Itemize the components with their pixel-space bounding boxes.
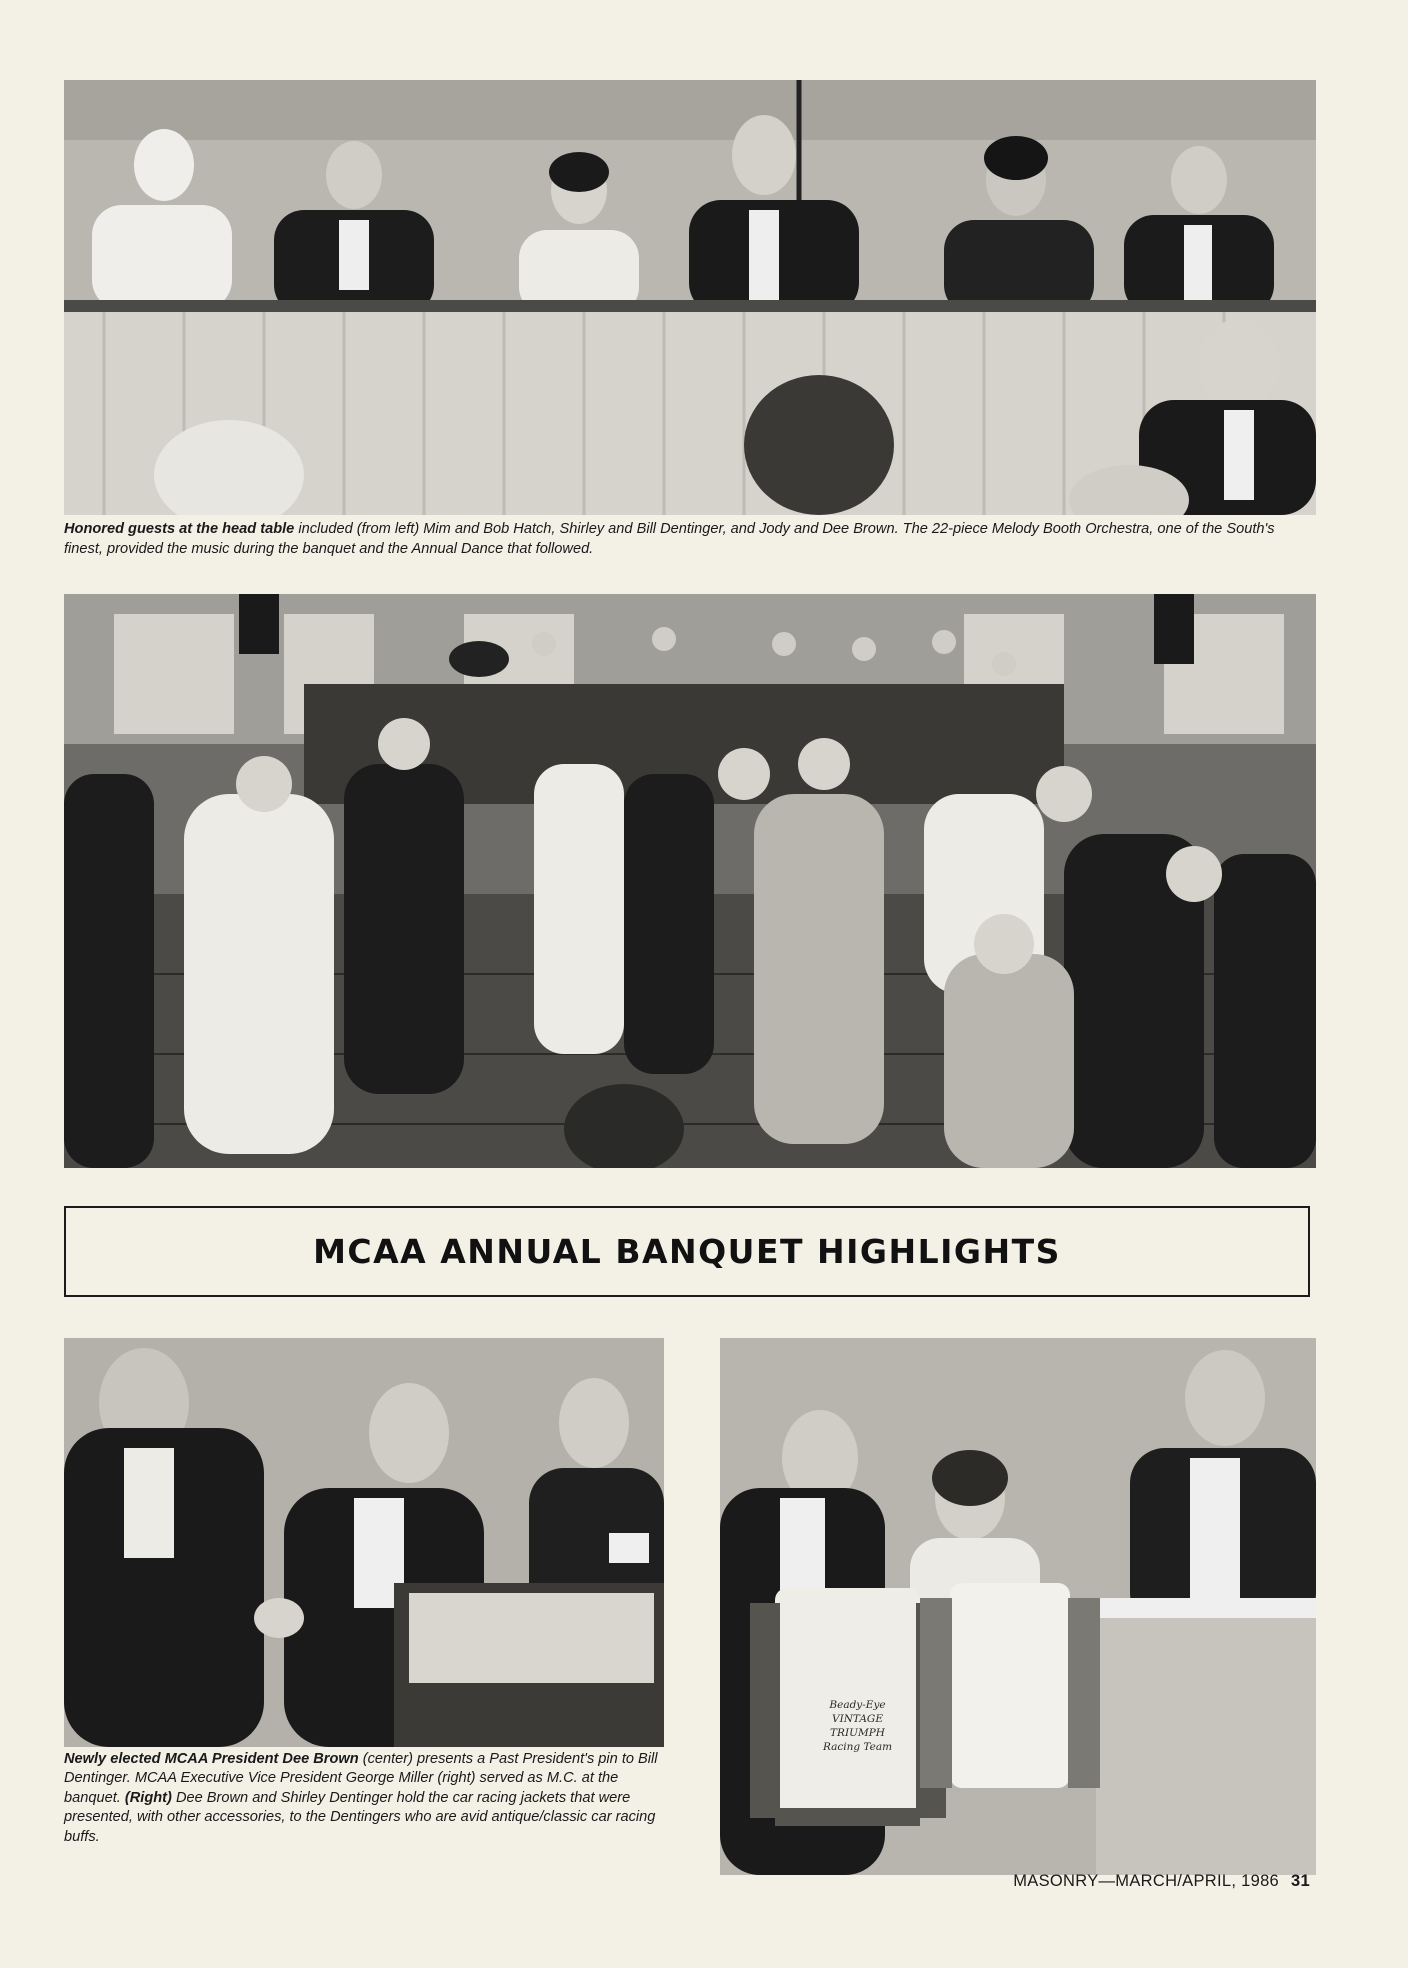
head-table-caption-bold: Honored guests at the head table <box>64 521 295 537</box>
dance-floor-photo-image <box>64 594 1316 1168</box>
pin-caption-text-2: Dee Brown and Shirley Dentinger hold the car racing jackets that were presented, with other accessories, to the Dentingers who are avid antique/classic car racing buffs. <box>64 1789 656 1845</box>
pin-caption-bold-2: (Right) <box>124 1789 172 1806</box>
racing-jackets-photo-image <box>720 1338 1316 1875</box>
racing-jackets-photo <box>720 1338 1316 1875</box>
section-banner <box>64 1206 1310 1297</box>
pin-presentation-photo-image <box>64 1338 664 1747</box>
head-table-caption <box>64 519 1316 559</box>
head-table-caption-text: included (from left) Mim and Bob Hatch, Shirley and Bill Dentinger, and Jody and Dee Brown. The 22-piece Melody Booth Orchestra, one of the South's finest, provided the music during the banquet and the Annual Dance that followed. <box>64 521 1275 557</box>
pin-presentation-caption <box>64 1750 664 1847</box>
head-table-photo <box>64 80 1316 515</box>
banner-title: MCAA ANNUAL BANQUET HIGHLIGHTS <box>313 1232 1061 1271</box>
page-footer <box>1013 1872 1310 1891</box>
pin-caption-bold-1: Newly elected MCAA President Dee Brown <box>64 1751 359 1767</box>
footer-publication: MASONRY—MARCH/APRIL, 1986 <box>1013 1872 1280 1890</box>
pin-caption-text-1: (center) presents a Past President's pin to Bill Dentinger. MCAA Executive Vice President George Miller (right) served as M.C. at the banquet. <box>64 1751 658 1806</box>
head-table-photo-image <box>64 80 1316 515</box>
page-number: 31 <box>1291 1872 1310 1890</box>
pin-presentation-photo <box>64 1338 664 1747</box>
jacket-lettering: Beady-Eye VINTAGE TRIUMPH Racing Team <box>822 1699 893 1753</box>
dance-floor-photo <box>64 594 1316 1168</box>
